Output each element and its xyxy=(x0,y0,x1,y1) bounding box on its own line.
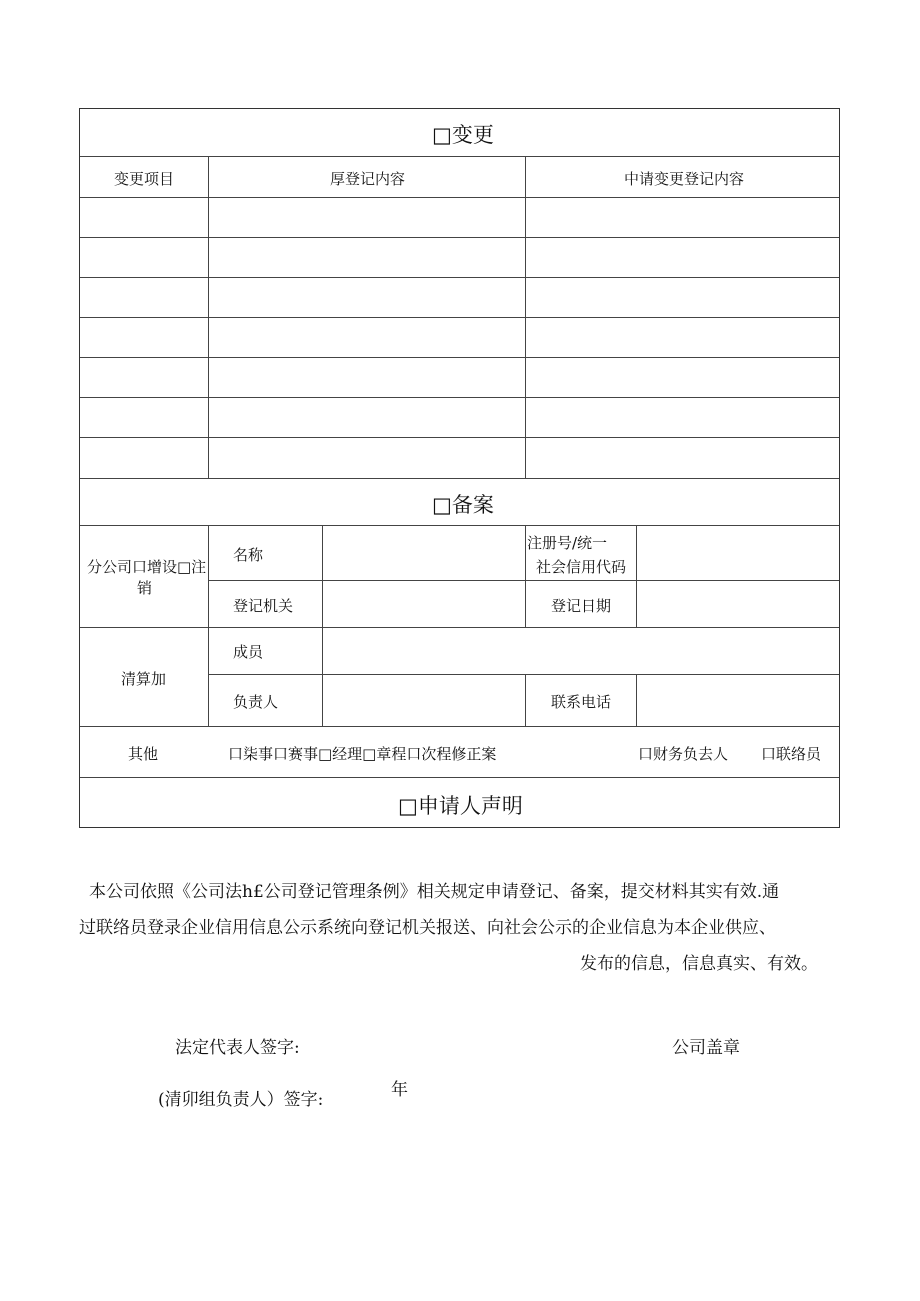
other-options-checkboxes[interactable]: 口柒事口赛事□经理□章程口次程修正案 xyxy=(228,745,497,763)
branch-label-cont: 销 xyxy=(137,579,153,597)
declaration-text-line2: 过联络员登录企业信用信息公示系统向登记机关报送、向社会公示的企业信息为本企业供应、 xyxy=(79,918,776,938)
liquidation-head-field[interactable] xyxy=(323,675,525,726)
other-label: 其他 xyxy=(128,745,159,763)
reg-no-label-cont: 社会信用代码 xyxy=(536,558,627,576)
liquidation-head-signature-label: (清卯组负责人）签字: xyxy=(158,1090,324,1110)
finance-head-checkbox[interactable]: 口财务负去人 xyxy=(638,745,729,763)
reg-date-field[interactable] xyxy=(637,581,839,627)
branch-label[interactable]: 分公司口增设□注 xyxy=(87,558,207,576)
change-row[interactable] xyxy=(80,397,839,437)
header-original-content: 厚登记内容 xyxy=(330,170,406,188)
phone-field[interactable] xyxy=(637,675,839,726)
members-field[interactable] xyxy=(323,628,839,674)
change-row[interactable] xyxy=(80,437,839,478)
branch-name-label: 名称 xyxy=(233,546,264,564)
branch-name-field[interactable] xyxy=(323,526,525,580)
liaison-checkbox[interactable]: 口联络员 xyxy=(761,745,822,763)
reg-date-label: 登记日期 xyxy=(551,597,612,615)
reg-no-label: 注册号/统一 xyxy=(527,534,608,552)
liquidation-label: 清算加 xyxy=(121,670,167,688)
header-requested-content: 中请变更登记内容 xyxy=(624,170,745,188)
company-seal-label: 公司盖章 xyxy=(672,1038,740,1058)
filing-section-title[interactable]: □备案 xyxy=(432,493,494,517)
change-row[interactable] xyxy=(80,357,839,397)
reg-no-field[interactable] xyxy=(637,526,839,580)
change-row[interactable] xyxy=(80,237,839,277)
members-label: 成员 xyxy=(233,643,264,661)
phone-label: 联系电话 xyxy=(551,693,612,711)
declaration-text-line1: 本公司依照《公司法h£公司登记管理条例》相关规定申请登记、备案，提交材料其实有效.通 xyxy=(89,882,780,902)
change-section-title[interactable]: □变更 xyxy=(432,123,494,147)
legal-rep-signature-label: 法定代表人签字: xyxy=(175,1038,300,1058)
application-form-table xyxy=(79,108,840,828)
change-row[interactable] xyxy=(80,317,839,357)
liquidation-head-label: 负责人 xyxy=(233,693,279,711)
declaration-text-line3: 发布的信息，信息真实、有效。 xyxy=(580,954,818,974)
change-row[interactable] xyxy=(80,197,839,237)
declaration-title[interactable]: □申请人声明 xyxy=(398,794,523,818)
change-row[interactable] xyxy=(80,277,839,317)
header-change-item: 变更项目 xyxy=(114,170,175,188)
reg-authority-field[interactable] xyxy=(323,581,525,627)
year-label: 年 xyxy=(391,1080,408,1100)
reg-authority-label: 登记机关 xyxy=(233,597,294,615)
